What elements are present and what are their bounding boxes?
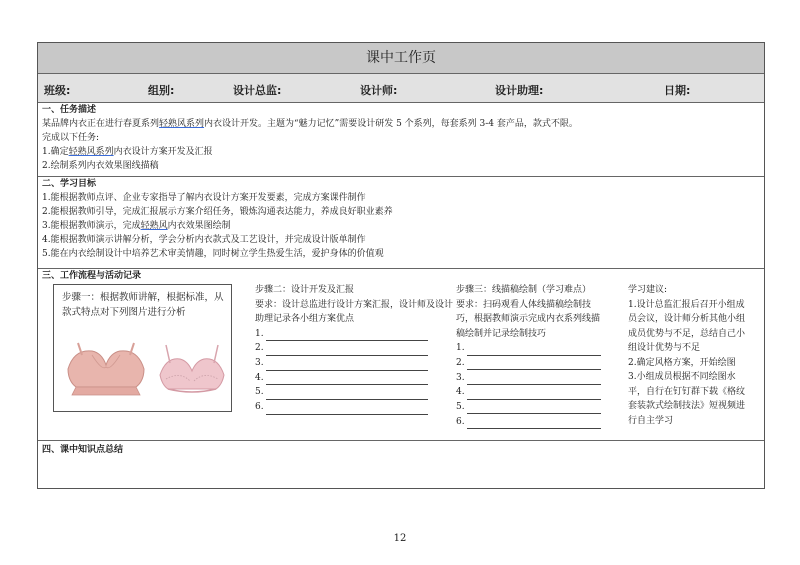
task-item: 2.绘制系列内衣效果图线描稿 bbox=[42, 161, 159, 171]
task-intro: 完成以下任务: bbox=[42, 133, 100, 143]
goal-item: 1.能根据教师点评、企业专家指导了解内衣设计方案开发要素，完成方案课件制作 bbox=[42, 193, 366, 203]
group-label: 组别: bbox=[148, 84, 175, 97]
designer-label: 设计师: bbox=[360, 84, 398, 97]
step2-requirement: 要求：设计总监进行设计方案汇报，设计师及设计助理记录各小组方案优点 bbox=[255, 299, 454, 324]
note-line: 1. bbox=[456, 341, 606, 356]
advice-title: 学习建议: bbox=[628, 285, 668, 295]
goal-item: 2.能根据教师引导，完成汇报展示方案介绍任务，锻炼沟通表达能力，养成良好职业素养 bbox=[42, 207, 393, 217]
summary-section bbox=[38, 441, 764, 488]
section-heading: 二、学习目标 bbox=[42, 179, 97, 189]
step3-requirement: 要求：扫码观看人体线描稿绘制技巧，根据教师演示完成内衣系列线描稿绘制并记录绘制技巧 bbox=[456, 299, 601, 339]
section-heading: 三、工作流程与活动记录 bbox=[42, 271, 142, 281]
goal-item: 3.能根据教师演示，完成轻熟风内衣效果图绘制 bbox=[42, 221, 231, 231]
bra-images bbox=[62, 341, 232, 401]
info-row bbox=[38, 74, 764, 103]
advice-item: 1.设计总监汇报后召开小组成员会议，设计师分析其他小组成员优势与不足，总结自己小组设计优势与不足 bbox=[628, 299, 746, 353]
learning-goals-section bbox=[38, 177, 764, 269]
task-item: 1.确定轻熟风系列内衣设计方案开发及汇报 bbox=[42, 147, 213, 157]
bra-image-left bbox=[68, 343, 144, 395]
note-line: 3. bbox=[255, 356, 460, 371]
task-paragraph: 某品牌内衣正在进行春夏系列轻熟风系列内衣设计开发。主题为“魅力记忆”需要设计研发 5 个系列，每套系列 3-4 套产品，款式不限。 bbox=[42, 119, 578, 129]
note-line: 4. bbox=[255, 371, 460, 386]
director-label: 设计总监: bbox=[233, 84, 282, 97]
goal-item: 4.能根据教师演示讲解分析，学会分析内衣款式及工艺设计，并完成设计版单制作 bbox=[42, 235, 366, 245]
worksheet-title: 课中工作页 bbox=[38, 43, 764, 74]
note-line: 2. bbox=[255, 341, 460, 356]
step2-column bbox=[255, 283, 460, 415]
step2-title: 步骤二：设计开发及汇报 bbox=[255, 285, 355, 295]
task-description-section bbox=[38, 103, 764, 177]
step3-title: 步骤三：线描稿绘制（学习难点） bbox=[456, 285, 592, 295]
step1-box bbox=[53, 284, 232, 412]
step3-column bbox=[456, 283, 606, 429]
section-heading: 四、课中知识点总结 bbox=[42, 445, 124, 455]
learning-advice-column bbox=[628, 283, 752, 428]
date-label: 日期: bbox=[664, 84, 691, 97]
workflow-section bbox=[38, 269, 764, 441]
advice-item: 3.小组成员根据不同绘图水平，自行在钉钉群下载《格纹套装款式绘制技法》短视频进行自主学习 bbox=[628, 372, 746, 426]
assistant-label: 设计助理: bbox=[495, 84, 544, 97]
note-line: 5. bbox=[456, 400, 606, 415]
note-line: 3. bbox=[456, 370, 606, 385]
step1-text: 步骤一：根据教师讲解，根据标准，从款式特点对下列图片进行分析 bbox=[62, 292, 224, 318]
section-heading: 一、任务描述 bbox=[42, 105, 97, 115]
advice-item: 2.确定风格方案，开始绘图 bbox=[628, 357, 736, 368]
goal-item: 5.能在内衣绘制设计中培养艺术审美情趣，同时树立学生热爱生活，爱护身体的价值观 bbox=[42, 249, 384, 259]
class-label: 班级: bbox=[44, 84, 71, 97]
note-line: 1. bbox=[255, 327, 460, 342]
note-line: 6. bbox=[456, 414, 606, 429]
bra-image-right bbox=[160, 345, 224, 392]
note-line: 6. bbox=[255, 400, 460, 415]
note-line: 4. bbox=[456, 385, 606, 400]
page-number: 12 bbox=[393, 533, 407, 544]
worksheet-table bbox=[37, 42, 765, 489]
note-line: 2. bbox=[456, 356, 606, 371]
note-line: 5. bbox=[255, 385, 460, 400]
